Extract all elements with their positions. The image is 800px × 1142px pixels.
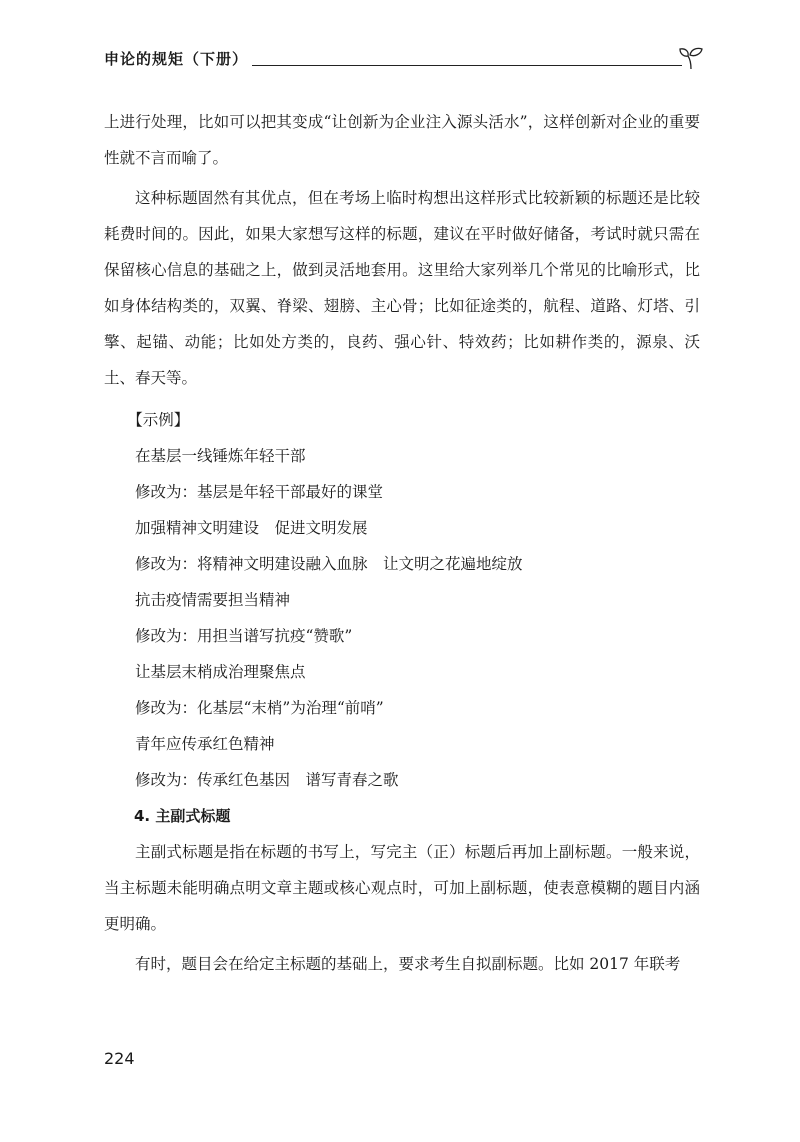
example-line: 抗击疫情需要担当精神: [135, 591, 291, 609]
example-line: 加强精神文明建设 促进文明发展: [135, 519, 368, 537]
sprout-icon: [678, 44, 704, 70]
paragraph-metaphor: 这种标题固然有其优点，但在考场上临时构想出这样形式比较新颖的标题还是比较耗费时间的。因此，如果大家想写这样的标题，建议在平时做好储备，考试时就只需在保留核心信息的基础之上，做到灵活地套用。这里给大家列举几个常见的比喻形式，比如身体结构类的，双翼、脊梁、翅膀、主心骨；比如征途类的，航程、道路、灯塔、引擎、起锚、动能；比如处方类的，良药、强心针、特效药；比如耕作类的，源泉、沃土、春天等。: [104, 189, 700, 387]
example-line: 让基层末梢成治理聚焦点: [135, 663, 306, 681]
paragraph-continued: 上进行处理，比如可以把其变成“让创新为企业注入源头活水”，这样创新对企业的重要性就不言而喻了。: [104, 113, 700, 167]
section-heading: 4. 主副式标题: [134, 807, 231, 825]
example-tag: 【示例】: [127, 411, 190, 429]
header-rule: [252, 65, 682, 66]
example-line: 青年应传承红色精神: [135, 735, 275, 753]
example-line: 修改为：化基层“末梢”为治理“前哨”: [135, 699, 384, 717]
paragraph-subtitle-example: 有时，题目会在给定主标题的基础上，要求考生自拟副标题。比如 2017 年联考: [135, 955, 681, 973]
example-line: 在基层一线锤炼年轻干部: [135, 447, 306, 465]
book-title: 申论的规矩（下册）: [104, 50, 249, 68]
example-line: 修改为：用担当谱写抗疫“赞歌”: [135, 627, 353, 645]
example-line: 修改为：基层是年轻干部最好的课堂: [135, 483, 384, 501]
example-line: 修改为：传承红色基因 谱写青春之歌: [135, 771, 399, 789]
page-body: [104, 104, 700, 982]
page-number: 224: [104, 1049, 135, 1068]
running-header: [104, 44, 704, 74]
paragraph-definition: 主副式标题是指在标题的书写上，写完主（正）标题后再加上副标题。一般来说，当主标题未能明确点明文章主题或核心观点时，可加上副标题，使表意模糊的题目内涵更明确。: [104, 843, 700, 933]
example-line: 修改为：将精神文明建设融入血脉 让文明之花遍地绽放: [135, 555, 523, 573]
